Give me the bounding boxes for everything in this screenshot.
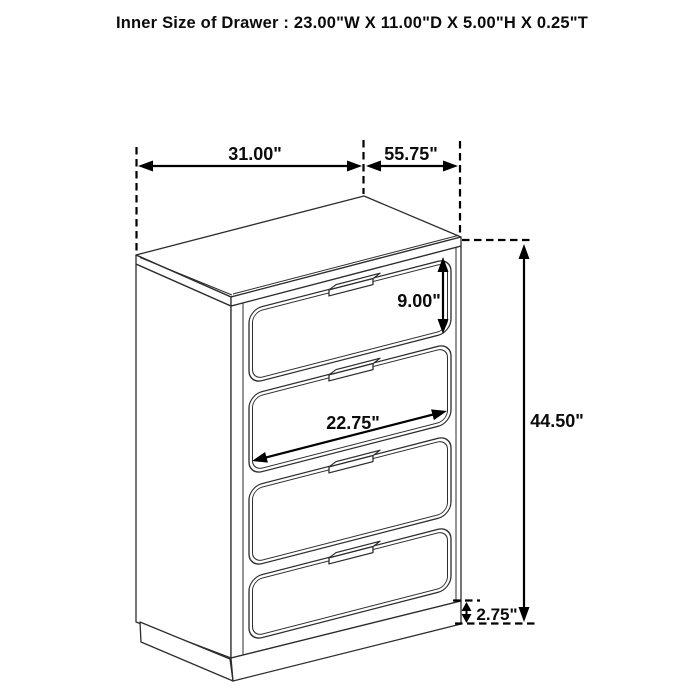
arrowhead-icon xyxy=(366,161,381,172)
arrowhead-icon xyxy=(519,607,530,622)
base-height-dimension xyxy=(462,602,518,624)
top-depth-label: 55.75" xyxy=(384,144,438,164)
top-depth-dimension xyxy=(366,144,458,172)
top-width-label: 31.00" xyxy=(228,144,282,164)
arrowhead-icon xyxy=(462,602,472,611)
arrowhead-icon xyxy=(347,161,362,172)
drawer-width-label: 22.75" xyxy=(326,413,380,433)
drawer-height-label: 9.00" xyxy=(397,291,441,311)
chest-drawing xyxy=(136,196,461,681)
arrowhead-icon xyxy=(519,244,530,259)
base-height-label: 2.75" xyxy=(476,605,518,624)
overall-height-label: 44.50" xyxy=(530,411,584,431)
top-width-dimension xyxy=(138,144,362,172)
chest-side-panel xyxy=(136,264,231,658)
arrowhead-icon xyxy=(138,161,153,172)
arrowhead-icon xyxy=(443,161,458,172)
diagram-title: Inner Size of Drawer : 23.00"W X 11.00"D X 5.00"H X 0.25"T xyxy=(115,14,589,32)
overall-height-dimension xyxy=(519,244,584,622)
arrowhead-icon xyxy=(462,614,472,623)
